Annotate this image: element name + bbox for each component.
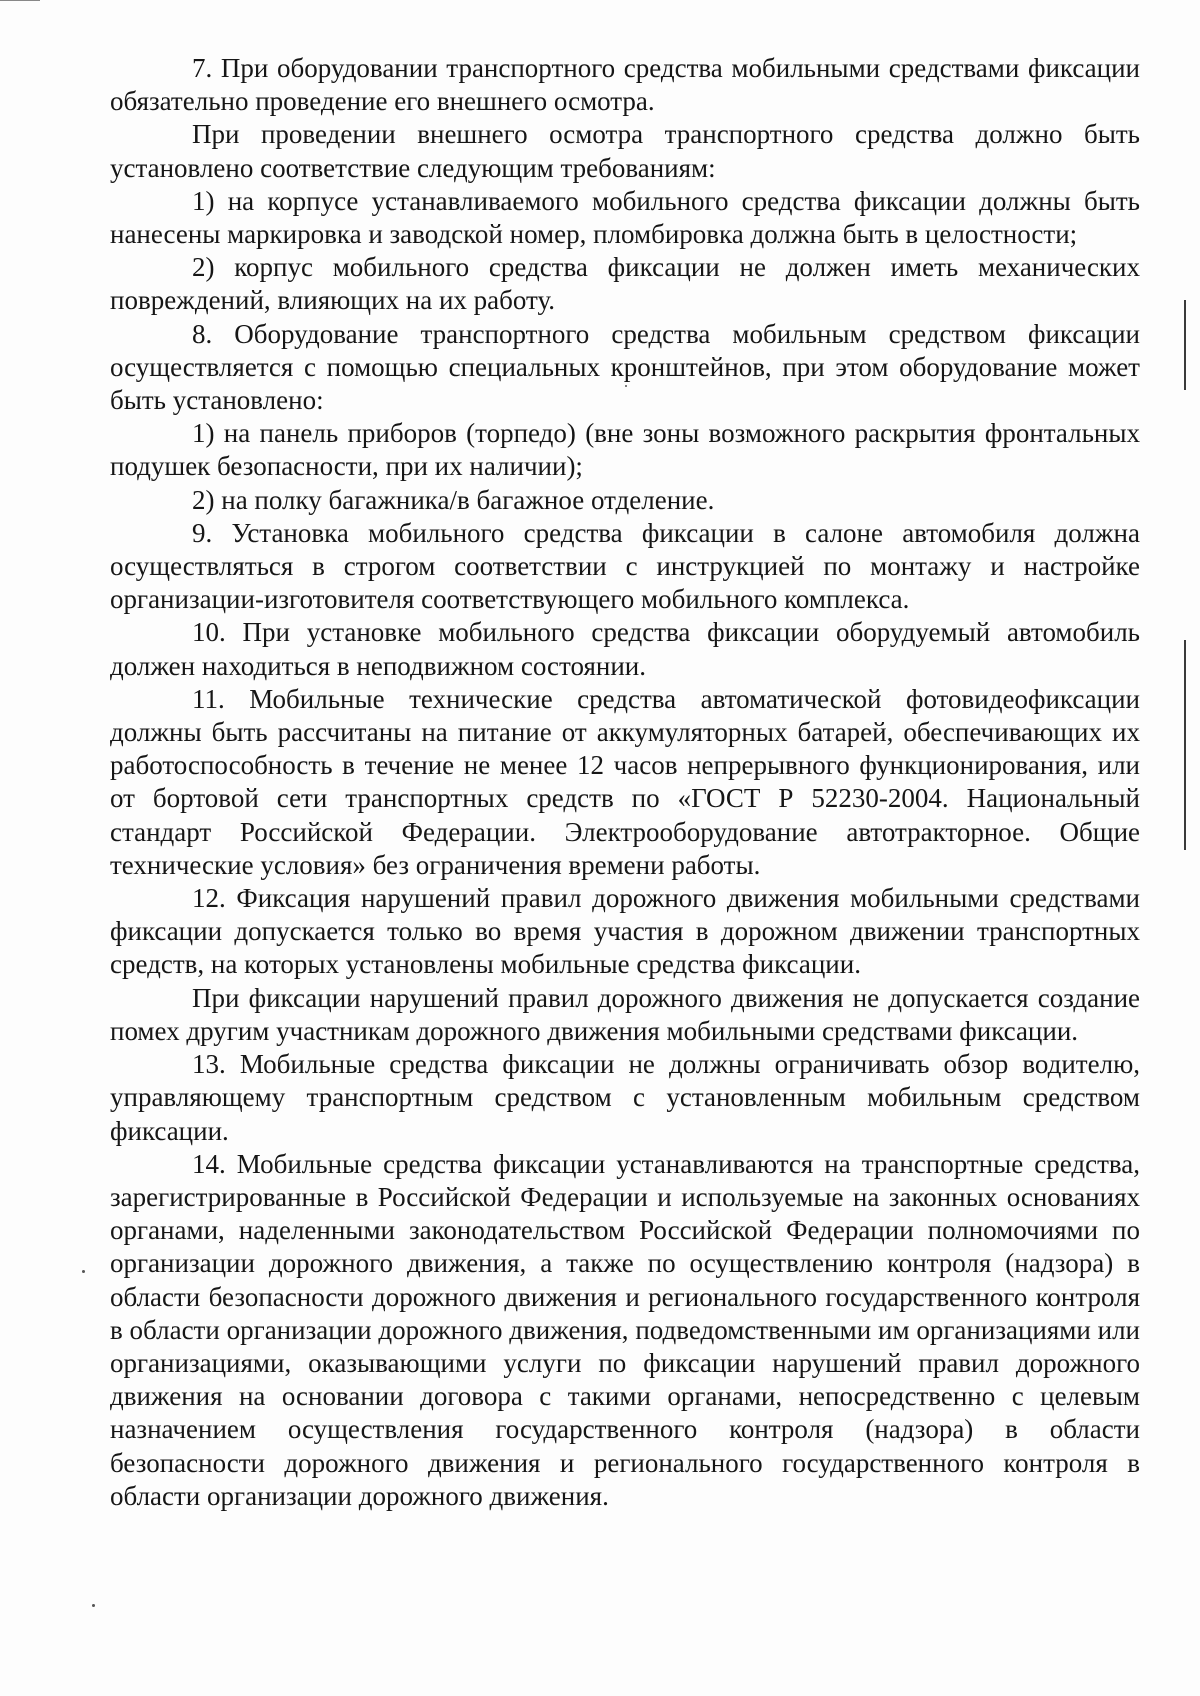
paragraph-interference: При фиксации нарушений правил дорожного движения не допускается создание помех другим участникам дорожного движения мобильными средствами фиксации. <box>110 982 1140 1046</box>
paragraph-item-12: 12. Фиксация нарушений правил дорожного движения мобильными средствами фиксации допускается только во время участия в дорожном движении транспортных средств, на которых установлены мобильные средства фиксации. <box>110 883 1140 980</box>
paragraph-item-10: 10. При установке мобильного средства фиксации оборудуемый автомобиль должен находиться в неподвижном состоянии. <box>110 617 1140 681</box>
scan-edge-mark-bottom <box>1184 640 1186 850</box>
document-body <box>110 52 1140 1513</box>
paragraph-item-8: 8. Оборудование транспортного средства мобильным средством фиксации осуществляется с помощью специальных кронштейнов, при этом оборудование может быть установлено: <box>110 318 1140 416</box>
paragraph-inspection-requirements: При проведении внешнего осмотра транспортного средства должно быть установлено соответствие следующим требованиям: <box>110 119 1140 183</box>
scan-speck <box>92 1604 95 1607</box>
paragraph-item-7: 7. При оборудовании транспортного средства мобильными средствами фиксации обязательно проведение его внешнего осмотра. <box>110 53 1140 117</box>
paragraph-item-13: 13. Мобильные средства фиксации не должны ограничивать обзор водителю, управляющему транспортным средством с установленным мобильным средством фиксации. <box>110 1049 1140 1146</box>
paragraph-requirement-2: 2) корпус мобильного средства фиксации не должен иметь механических повреждений, влияющих на их работу. <box>110 252 1140 316</box>
paragraph-requirement-1: 1) на корпусе устанавливаемого мобильного средства фиксации должны быть нанесены маркировка и заводской номер, пломбировка должна быть в целостности; <box>110 185 1140 250</box>
scan-speck <box>82 1270 85 1273</box>
scan-edge-mark-top <box>1184 300 1186 390</box>
paragraph-mount-option-1: 1) на панель приборов (торпедо) (вне зоны возможного раскрытия фронтальных подушек безопасности, при их наличии); <box>110 418 1140 482</box>
paragraph-item-11: 11. Мобильные технические средства автоматической фотовидеофиксации должны быть рассчитаны на питание от аккумуляторных батарей, обеспечивающих их работоспособность в течение не менее 12 часов непрерывного функционирования, или от бортовой сети транспортных средств по «ГОСТ Р 52230-2004. Национальный стандарт Российской Федерации. Электрооборудование автотракторное. Общие технические условия» без ограничения времени работы. <box>110 683 1140 880</box>
paragraph-item-14: 14. Мобильные средства фиксации устанавливаются на транспортные средства, зарегистрированные в Российской Федерации и используемые на законных основаниях органами, наделенными законодательством Российской Федерации полномочиями по организации дорожного движения, а также по осуществлению контроля (надзора) в области безопасности дорожного движения и регионального государственного контроля в области организации дорожного движения, подведомственными им организациями или организациями, оказывающими услуги по фиксации нарушений правил дорожного движения на основании договора с такими органами, непосредственно с целевым назначением осуществления государственного контроля (надзора) в области безопасности дорожного движения и регионального государственного контроля в области организации дорожного движения. <box>110 1148 1140 1511</box>
paragraph-item-9: 9. Установка мобильного средства фиксации в салоне автомобиля должна осуществляться в строгом соответствии с инструкцией по монтажу и настройке организации-изготовителя соответствующего мобильного комплекса. <box>110 517 1140 615</box>
scan-edge-mark-top-left <box>0 0 40 1</box>
scan-speck <box>625 385 627 387</box>
paragraph-mount-option-2: 2) на полку багажника/в багажное отделение. <box>192 484 715 515</box>
